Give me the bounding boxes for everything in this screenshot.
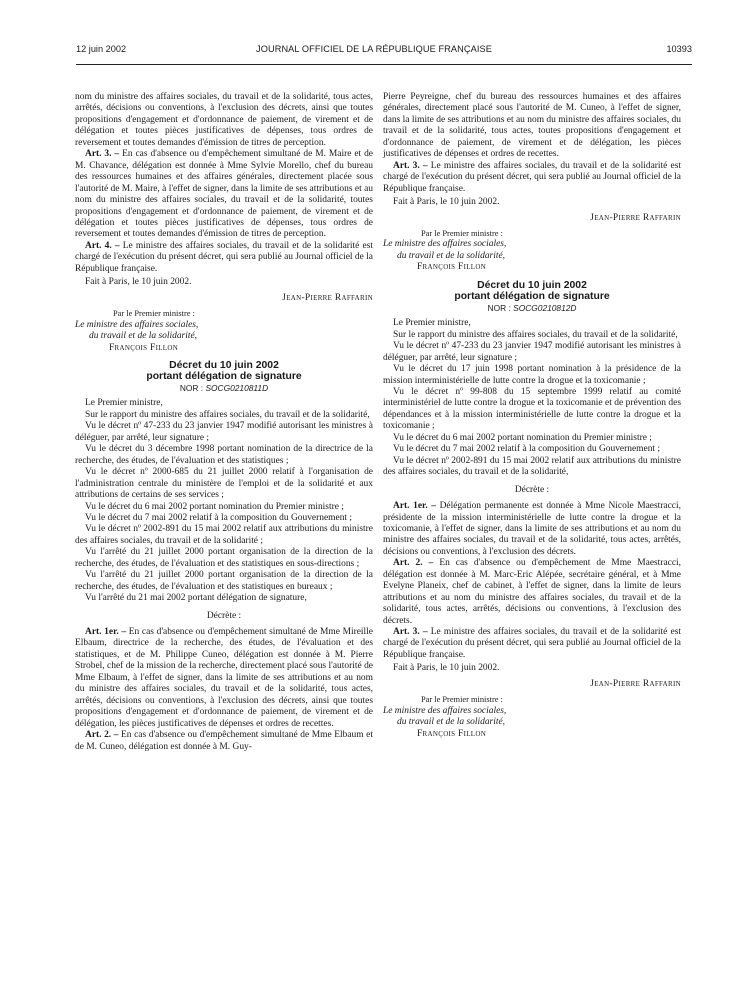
signature: Jean-Pierre Raffarin (590, 212, 681, 223)
minister-title-line1: Le ministre des affaires sociales, (75, 319, 199, 330)
article-text: En cas d'absence ou d'empêchement de Mme Maestracci, délégation est donnée à M. Marc-Eric Alépée, secrétaire général, et à Mme Evelyne Planeix, chef de cabinet, à l'effet de signer, dans la limite de leurs attributions et au nom du ministre des affaires sociales, du travail et de la solidarité, tous actes, arrêtés, décisions ou conventions, à l'exclusion des décrets. (383, 558, 681, 626)
preamble: Sur le rapport du ministre des affaires sociales, du travail et de la solidarité, (393, 329, 678, 340)
decree-title-line2: portant délégation de signature (454, 291, 610, 303)
article-label: Art. 3. – (393, 160, 428, 171)
minister-name: François Fillon (417, 262, 487, 273)
article-label: Art. 2. – (393, 558, 434, 569)
decrete-heading: Décrète : (514, 484, 550, 495)
article-3 (383, 627, 681, 661)
minister-title-line1: Le ministre des affaires sociales, (383, 705, 507, 716)
article-text: En cas d'absence ou d'empêchement simultané de M. Maire et de M. Chavance, délégation est donnée à Mme Sylvie Morello, chef du bureau des ressources humaines et des affaires générales, directement placée sous l'autorité de M. Maire, à l'effet de signer, dans la limite de ses attributions et au nom du ministre des affaires sociales, du travail et de la solidarité, toutes propositions d'engagement et d'ordonnance de paiement, de virement et de délégation et toutes pièces justificatives de dépenses, tous ordres de reversement et toutes demandes d'émission de titres de perception. (75, 149, 373, 240)
nor-code: SOCG0210812D (513, 302, 577, 313)
article-label: Art. 3. – (393, 627, 428, 638)
header-rule (76, 64, 692, 65)
continued-paragraph: Pierre Peyreigne, chef du bureau des ressources humaines et des affaires générales, directement placé sous l'autorité de M. Cuneo, à l'effet de signer, dans la limite de ses attributions et au nom du ministre des affaires sociales, du travail et de la solidarité, tous actes, toutes propositions d'engagement et d'ordonnance de paiement, de virement et de délégation, les pièces justificatives de dépenses et ordres de recettes. (383, 92, 681, 160)
minister-name: François Fillon (109, 342, 179, 353)
visa: Vu le décret du 7 mai 2002 relatif à la composition du Gouvernement ; (85, 512, 353, 523)
visa: Vu le décret nº 47-233 du 23 janvier 1947 modifié autorisant les ministres à déléguer, par arrêté, leur signature ; (75, 421, 373, 443)
article-3 (383, 161, 681, 195)
article-1 (383, 501, 681, 558)
article-label: Art. 2. – (85, 730, 119, 741)
by-prime-minister: Par le Premier ministre : (421, 228, 503, 238)
article-text: Délégation permanente est donnée à Mme Nicole Maestracci, présidente de la mission interministérielle de lutte contre la drogue et la toxicomanie, à l'effet de signer, dans la limite de ses attributions et au nom du ministre des affaires sociales, du travail et de la solidarité, tous actes, arrêtés, décisions ou conventions, à l'exclusion des décrets. (383, 501, 681, 557)
decree-title-line1: Décret du 10 juin 2002 (477, 279, 587, 291)
continued-paragraph: nom du ministre des affaires sociales, du travail et de la solidarité, tous actes, arrêtés, décisions ou conventions, à l'exclusion des décrets, ainsi que toutes propositions d'engagement et d'ordonnance de paiement, de virement et de délégation et toutes pièces justificatives de dépenses, tous ordres de reversement et toutes demandes d'émission de titres de perception. (75, 92, 373, 148)
article-text: Le ministre des affaires sociales, du travail et de la solidarité est chargé de l'exécution du présent décret, qui sera publié au Journal officiel de la République française. (383, 160, 681, 194)
article-label: Art. 1er. – (393, 501, 437, 512)
article-text: Le ministre des affaires sociales, du travail et de la solidarité est chargé de l'exécution du présent décret, qui sera publié au Journal officiel de la République française. (75, 240, 373, 274)
visa: Vu le décret du 6 mai 2002 portant nomination du Premier ministre ; (85, 501, 344, 512)
left-column (75, 92, 373, 753)
article-text: En cas d'absence ou d'empêchement simultané de Mme Elbaum et de M. Cuneo, délégation est donnée à M. Guy- (75, 730, 373, 752)
visa: Vu le décret nº 2002-891 du 15 mai 2002 relatif aux attributions du ministre des affaires sociales, du travail et de la solidarité, (383, 455, 681, 478)
article-label: Art. 4. – (85, 240, 120, 251)
nor-label: NOR : (179, 382, 206, 393)
by-prime-minister: Par le Premier ministre : (421, 695, 503, 705)
issue-date: 12 juin 2002 (76, 44, 127, 54)
signature: Jean-Pierre Raffarin (282, 292, 373, 303)
visa: Vu le décret du 7 mai 2002 relatif à la composition du Gouvernement ; (393, 444, 661, 455)
by-prime-minister: Par le Premier ministre : (113, 309, 195, 319)
visa: Vu le décret du 17 juin 1998 portant nomination à la présidence de la mission interministérielle de lutte contre la drogue et la toxicomanie ; (383, 364, 681, 386)
article-1 (75, 627, 373, 730)
decree-title-line2: portant délégation de signature (146, 371, 302, 383)
minister-title-line2: du travail et de la solidarité, (89, 331, 197, 342)
visa: Vu l'arrêté du 21 juillet 2000 portant organisation de la direction de la recherche, des études, de l'évaluation et des statistiques en bureaux ; (75, 570, 373, 592)
page-header (44, 40, 704, 56)
visa: Vu le décret nº 2000-685 du 21 juillet 2000 relatif à l'organisation de l'administration centrale du ministère de l'emploi et de la solidarité et aux attributions de certains de ses services ; (75, 467, 373, 501)
visa: Vu le décret nº 2002-891 du 15 mai 2002 relatif aux attributions du ministre des affaires sociales, du travail et de la solidarité ; (75, 524, 373, 546)
decree-title (75, 360, 373, 383)
journal-title: JOURNAL OFFICIEL DE LA RÉPUBLIQUE FRANÇAISE (256, 44, 492, 54)
place-date: Fait à Paris, le 10 juin 2002. (393, 197, 500, 208)
visa: Vu le décret du 3 décembre 1998 portant nomination de la directrice de la recherche, des études, de l'évaluation et des statistiques ; (75, 444, 373, 466)
nor-code: SOCG0210811D (205, 382, 269, 393)
article-text: Le ministre des affaires sociales, du travail et de la solidarité est chargé de l'exécution du présent décret, qui sera publié au Journal officiel de la République française. (383, 627, 681, 660)
visa: Vu le décret du 6 mai 2002 portant nomination du Premier ministre ; (393, 432, 652, 443)
signature: Jean-Pierre Raffarin (590, 678, 681, 689)
visa: Vu l'arrêté du 21 mai 2002 portant délégation de signature, (85, 593, 307, 604)
minister-title-line2: du travail et de la solidarité, (397, 717, 505, 728)
right-column (383, 92, 681, 740)
decree-title-line1: Décret du 10 juin 2002 (169, 359, 279, 371)
decrete-heading: Décrète : (206, 610, 242, 621)
visa: Vu le décret nº 47-233 du 23 janvier 1947 modifié autorisant les ministres à déléguer, par arrêté, leur signature ; (383, 341, 681, 363)
decree-title (383, 280, 681, 303)
nor-reference (383, 303, 681, 314)
article-label: Art. 3. – (85, 149, 120, 160)
preamble: Sur le rapport du ministre des affaires sociales, du travail et de la solidarité, (85, 409, 370, 420)
visa: Vu l'arrêté du 21 juillet 2000 portant organisation de la direction de la recherche, des études, de l'évaluation et des statistiques en sous-directions ; (75, 547, 373, 569)
minister-title-line1: Le ministre des affaires sociales, (383, 239, 507, 250)
article-2 (383, 558, 681, 627)
visa: Vu le décret nº 99-808 du 15 septembre 1999 relatif au comité interministériel de lutte contre la drogue et la toxicomanie et de prévention des dépendances et à la mission interministérielle de lutte contre la drogue et la toxicomanie ; (383, 386, 681, 432)
article-3 (75, 149, 373, 241)
page-number: 10393 (666, 44, 692, 54)
preamble: Le Premier ministre, (393, 318, 471, 329)
place-date: Fait à Paris, le 10 juin 2002. (85, 277, 192, 288)
preamble: Le Premier ministre, (85, 398, 163, 409)
minister-name: François Fillon (417, 728, 487, 739)
place-date: Fait à Paris, le 10 juin 2002. (393, 663, 500, 674)
article-label: Art. 1er. – (85, 627, 127, 638)
nor-label: NOR : (487, 302, 514, 313)
nor-reference (75, 383, 373, 394)
article-4 (75, 241, 373, 275)
article-text: En cas d'absence ou d'empêchement simultané de Mme Mireille Elbaum, directrice de la recherche, des études, de l'évaluation et des statistiques, et de M. Philippe Cuneo, délégation est donnée à M. Pierre Strobel, chef de la mission de la recherche, directement placé sous l'autorité de Mme Elbaum, à l'effet de signer, dans la limite de ses attributions et au nom du ministre des affaires sociales, du travail et de la solidarité, tous actes, arrêtés, décisions ou conventions, à l'exclusion des décrets, ainsi que toutes propositions d'engagement et d'ordonnance de paiement, de virement et de délégation, les pièces justificatives de dépenses et ordres de recettes. (75, 627, 373, 729)
article-2 (75, 730, 373, 753)
minister-title-line2: du travail et de la solidarité, (397, 250, 505, 261)
